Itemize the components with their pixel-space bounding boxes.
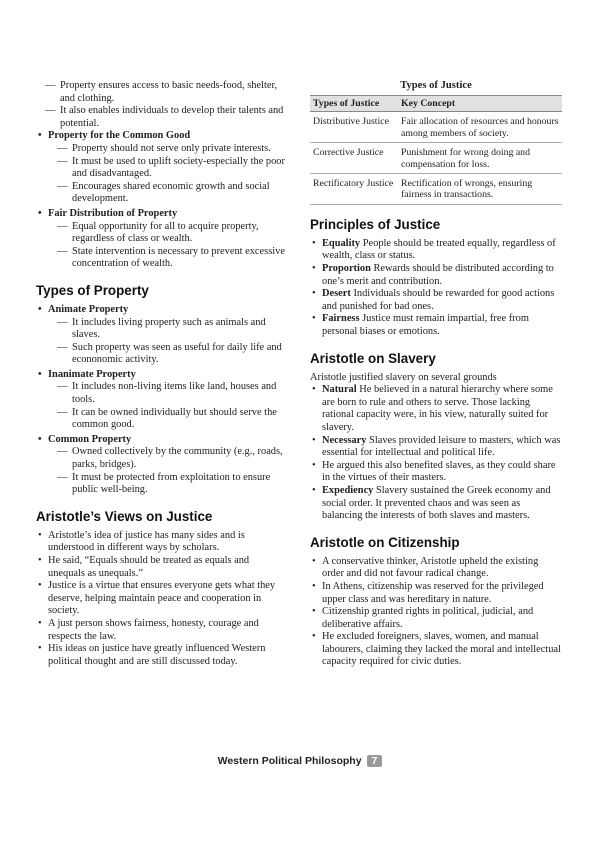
list-item: — Property should not serve only private interests. <box>48 143 288 156</box>
animate-property-dashes <box>48 317 288 367</box>
table-header-row <box>310 96 562 112</box>
term: Fairness <box>322 313 360 325</box>
citizenship-list <box>310 556 562 669</box>
fair-distribution-item <box>36 208 288 271</box>
list-item: — Equal opportunity for all to acquire property, regardless of class or wealth. <box>48 221 288 246</box>
book-title: Western Political Philosophy <box>217 755 362 767</box>
common-good-item <box>36 130 288 206</box>
list-item <box>310 263 562 288</box>
term-text: Rewards should be distributed according to one’s merit and contribution. <box>322 263 554 287</box>
animate-property-item <box>36 304 288 367</box>
views-on-justice-heading: Aristotle’s Views on Justice <box>36 508 213 524</box>
list-item: — Such property was seen as useful for daily life and econonomic activity. <box>48 342 288 367</box>
list-item <box>310 288 562 313</box>
list-item <box>310 384 562 434</box>
list-item <box>310 485 562 523</box>
slavery-list <box>310 384 562 523</box>
list-item: — It includes living property such as animals and slaves. <box>48 317 288 342</box>
inanimate-property-title: Inanimate Property <box>48 368 136 380</box>
term-text: People should be treated equally, regardless of wealth, class or status. <box>322 237 556 262</box>
term: Natural <box>322 384 357 396</box>
list-item: — It can be owned individually but should serve the common good. <box>48 407 288 432</box>
common-good-title: Property for the Common Good <box>48 130 191 142</box>
term-text: He believed in a natural hierarchy where some are born to rule and others to serve. Those lacking rational capacity were, in his view, naturally suited for slavery. <box>322 384 553 433</box>
right-column <box>310 80 562 669</box>
fair-distribution-title: Fair Distribution of Property <box>48 207 178 219</box>
views-on-justice-list <box>36 530 288 669</box>
list-item <box>310 238 562 263</box>
term-text: He argued this also benefited slaves, as they could share in the virtues of their masters. <box>322 459 556 484</box>
list-item: • In Athens, citizenship was reserved for the privileged upper class and was hereditary in nature. <box>310 581 562 606</box>
table-header-cell: Types of Justice <box>310 96 398 112</box>
list-item: — It must be protected from exploitation to ensure public well-being. <box>48 472 288 497</box>
animate-property-title: Animate Property <box>48 303 129 315</box>
left-column <box>36 80 288 668</box>
list-item: — Owned collectively by the community (e.g., roads, parks, bridges). <box>48 446 288 471</box>
slavery-heading: Aristotle on Slavery <box>310 350 436 366</box>
table-cell: Corrective Justice <box>310 143 398 174</box>
list-item: — It includes non-living items like land, houses and tools. <box>48 381 288 406</box>
term-text: Justice must remain impartial, free from personal biases or emotions. <box>322 313 529 337</box>
list-item: — State intervention is necessary to prevent excessive concentration of wealth. <box>48 246 288 271</box>
common-property-dashes <box>48 446 288 496</box>
page-number: 7 <box>367 755 383 767</box>
principles-heading: Principles of Justice <box>310 216 441 232</box>
list-item: • Citizenship granted rights in political, judicial, and deliberative affairs. <box>310 606 562 631</box>
list-item: — Property ensures access to basic needs-food, shelter, and clothing. <box>36 80 288 105</box>
common-property-title: Common Property <box>48 433 132 445</box>
common-good-dashes <box>48 143 288 206</box>
common-property-item <box>36 434 288 497</box>
inanimate-property-item <box>36 369 288 432</box>
types-of-property-list <box>36 304 288 497</box>
list-item: • Aristotle’s idea of justice has many sides and is understood in different ways by scholars. <box>36 530 288 555</box>
list-item: • His ideas on justice have greatly influenced Western political thought and are still discussed today. <box>36 643 288 668</box>
table-cell: Distributive Justice <box>310 112 398 143</box>
inanimate-property-dashes <box>48 381 288 431</box>
types-of-property-heading: Types of Property <box>36 282 149 298</box>
table-cell: Punishment for wrong doing and compensation for loss. <box>398 143 562 174</box>
term: Proportion <box>322 263 371 275</box>
term: Necessary <box>322 434 367 446</box>
citizenship-heading: Aristotle on Citizenship <box>310 534 460 550</box>
term-text: Individuals should be rewarded for good actions and punished for bad ones. <box>322 288 555 312</box>
table-row <box>310 174 562 205</box>
list-item: • He said, “Equals should be treated as equals and unequals as unequals.” <box>36 555 288 580</box>
list-item: • He excluded foreigners, slaves, women, and manual labourers, claiming they lacked the moral and intellectual capacity required for civic duties. <box>310 631 562 669</box>
table-caption: Types of Justice <box>400 80 472 91</box>
property-principles-list <box>36 130 288 271</box>
term: Expediency <box>322 484 374 496</box>
table-header-cell: Key Concept <box>398 96 562 112</box>
term: Equality <box>322 237 361 249</box>
list-item: • A just person shows fairness, honesty, courage and respects the law. <box>36 618 288 643</box>
term: Desert <box>322 288 351 300</box>
list-item <box>310 460 562 485</box>
list-item: • Justice is a virtue that ensures everyone gets what they deserve, helping maintain peace and cooperation in society. <box>36 580 288 618</box>
list-item <box>310 313 562 338</box>
table-cell: Rectificatory Justice <box>310 174 398 205</box>
list-item: • A conservative thinker, Aristotle upheld the existing order and did not favour radical change. <box>310 556 562 581</box>
list-item: — Encourages shared economic growth and social development. <box>48 181 288 206</box>
list-item: — It also enables individuals to develop their talents and potential. <box>36 105 288 130</box>
table-row <box>310 143 562 174</box>
fair-distribution-dashes <box>48 221 288 271</box>
list-item <box>310 435 562 460</box>
term-text: Slavery sustained the Greek economy and social order. It prevented chaos and was seen as balancing the interests of both slaves and masters. <box>322 484 551 522</box>
list-item: — It must be used to uplift society-especially the poor and disadvantaged. <box>48 156 288 181</box>
table-cell: Rectification of wrongs, ensuring fairness in transactions. <box>398 174 562 205</box>
types-of-justice-table <box>310 95 562 205</box>
page-footer <box>0 755 600 767</box>
intro-dash-list <box>36 80 288 130</box>
term-text: Slaves provided leisure to masters, which was essential for intellectual and political life. <box>322 434 561 459</box>
slavery-intro: Aristotle justified slavery on several grounds <box>310 371 497 383</box>
table-cell: Fair allocation of resources and honours among members of society. <box>398 112 562 143</box>
table-row <box>310 112 562 143</box>
principles-list <box>310 238 562 339</box>
